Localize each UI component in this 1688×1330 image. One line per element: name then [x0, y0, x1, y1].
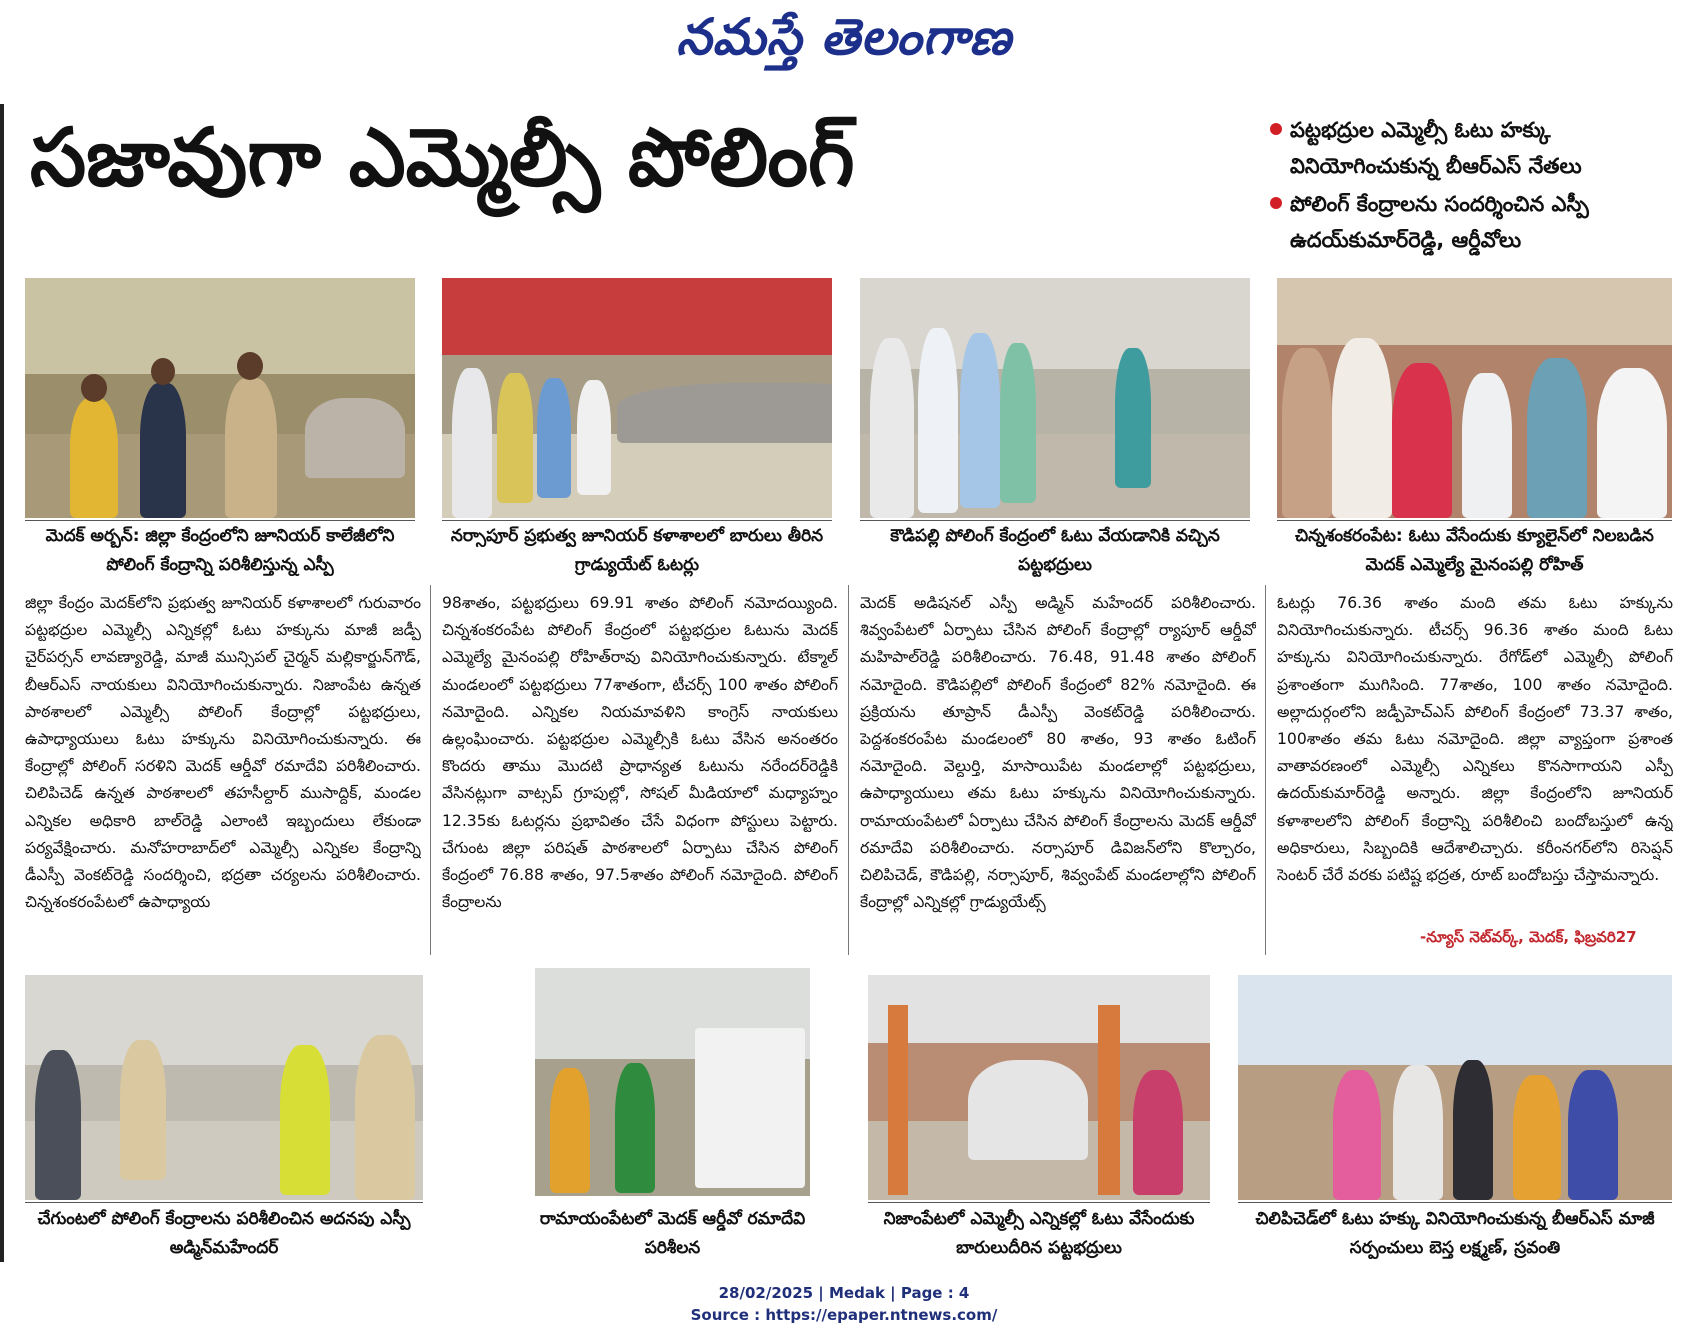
article-column-4: ఓటర్లు 76.36 శాతం మంది తమ ఓటు హక్కును వినియోగించుకున్నారు. టీచర్స్ 96.36 శాతం మంది ఓటు హక్కును వినియోగించుకున్నారు. రేగోడ్‌లో ఎమ్మెల్సీ పోలింగ్ ప్రశాంతంగా ముగిసింది. 77శాతం, 100 శాతం నమోదైంది. అల్లాదుర్గంలోని జడ్పీహెచ్ఎస్ పోలింగ్ కేంద్రంలో 73.37 శాతం, 100శాతం తమ ఓటు నమోదైంది. జిల్లా వ్యాప్తంగా ప్రశాంత వాతావరణంలో ఎమ్మెల్సీ ఎన్నికలు కొనసాగాయని ఎస్పీ ఉదయ్‌కుమార్‌రెడ్డి అన్నారు. జిల్లా కేంద్రంలోని జూనియర్ కళాశాలలోని పోలింగ్ కేంద్రాన్ని పరిశీలించి బందోబస్తులో ఉన్న అధికారులు, సిబ్బందికి ఆదేశాలిచ్చారు. కరీంనగర్‌లోని రిసెప్షన్ సెంటర్ చేరే వరకు పటిష్ట భద్రత, రూట్ బందోబస్తు చేస్తామన్నారు.: [1277, 594, 1673, 885]
column-divider: [430, 585, 431, 955]
photo-narsapur-queue: [442, 278, 832, 518]
photo-chilipched-voters: [1238, 975, 1672, 1200]
photo-caption: నర్సాపూర్ ప్రభుత్వ జూనియర్ కళాశాలలో బారులు తీరిన గ్రాడ్యుయేట్ ఓటర్లు: [450, 526, 824, 575]
headline: సజావుగా ఎమ్మెల్సీ పోలింగ్: [30, 111, 855, 204]
photo-caption: మెదక్ అర్బన్: జిల్లా కేంద్రంలోని జూనియర్ కాలేజీలోని పోలింగ్ కేంద్రాన్ని పరిశీలిస్తున్న ఎస్పీ: [45, 526, 395, 575]
masthead: నమస్తే తెలంగాణ: [676, 8, 1012, 66]
photo-caption: నిజాంపేటలో ఎమ్మెల్సీ ఎన్నికల్లో ఓటు వేసేందుకు బారులుదీరిన పట్టభద్రులు: [883, 1209, 1195, 1258]
photo-caption: చిన్నశంకరంపేట: ఓటు వేసేందుకు క్యూలైన్‌లో నిలబడిన మెదక్ ఎమ్మెల్యే మైనంపల్లి రోహిత్: [1295, 526, 1654, 575]
footer-source-line: Source : https://epaper.ntnews.com/: [690, 1306, 998, 1324]
bullet-item: [1268, 186, 1678, 258]
highlight-bullets: [1268, 112, 1678, 260]
byline-credit: -న్యూస్ నెట్‌వర్క్, మెదక్, ఫిబ్రవరి27: [1420, 928, 1637, 946]
photo-caption: చేగుంటలో పోలింగ్ కేంద్రాలను పరిశీలించిన అదనపు ఎస్పీ అడ్మిన్‌మహేందర్: [37, 1209, 411, 1258]
bullet-text: పట్టభద్రుల ఎమ్మెల్సీ ఓటు హక్కు వినియోగించుకున్న బీఆర్ఎస్ నేతలు: [1290, 118, 1582, 178]
photo-chegunta-inspection: [25, 975, 423, 1200]
bullet-item: [1268, 112, 1678, 184]
caption-rule: [25, 520, 415, 521]
article-column-3: మెదక్ అడిషనల్ ఎస్పీ అడ్మిన్ మహేందర్ పరిశీలించారు. శివ్వంపేటలో ఏర్పాటు చేసిన పోలింగ్ కేంద్రాల్లో ర్యాపూర్ ఆర్డీవో మహిపాల్‌రెడ్డి పరిశీలించారు. 76.48, 91.48 శాతం పోలింగ్ నమోదైంది. కౌడిపల్లిలో పోలింగ్ కేంద్రంలో 82% నమోదైంది. ఈ ప్రక్రియను తూప్రాన్ డీఎస్పీ వెంకట్‌రెడ్డి పరిశీలించారు. పెద్దశంకరంపేట మండలంలో 80 శాతం, 93 శాతం ఓటింగ్ నమోదైంది. వెల్దుర్తి, మాసాయిపేట మండలాల్లో పట్టభద్రులు, ఉపాధ్యాయులు తమ ఓటు హక్కును వినియోగించుకున్నారు. రామాయంపేటలో ఏర్పాటు చేసిన పోలింగ్ కేంద్రాలను మెదక్ ఆర్డీవో రమాదేవి పరిశీలించారు. నర్సాపూర్ డివిజన్‌లోని కొల్చారం, చిలిపిచెడ్, కౌడిపల్లి, నర్సాపూర్, శివ్వంపేట్ మండలాల్లోని పోలింగ్ కేంద్రాల్లో ఎన్నికల్లో గ్రాడ్యుయేట్స్: [860, 594, 1256, 912]
caption-rule: [1238, 1202, 1672, 1203]
photo-kowdipally-voters: [860, 278, 1250, 518]
photo-medak-urban: [25, 278, 415, 518]
photo-chinnashankarampet-queue: [1277, 278, 1672, 518]
caption-rule: [860, 520, 1250, 521]
bullet-dot-icon: [1270, 123, 1282, 135]
article-column-1: జిల్లా కేంద్రం మెదక్‌లోని ప్రభుత్వ జూనియర్ కళాశాలలో గురువారం పట్టభద్రుల ఎమ్మెల్సీ ఎన్నికల్లో ఓటు హక్కును మాజీ జడ్పీ చైర్‌పర్సన్ లావణ్యారెడ్డి, మాజీ మున్సిపల్ చైర్మన్ మల్లికార్జున్‌గౌడ్, బీఆర్ఎస్ నాయకులు వినియోగించుకున్నారు. నిజాంపేట ఉన్నత పాఠశాలలో ఎమ్మెల్సీ పోలింగ్ కేంద్రాల్లో పట్టభద్రులు, ఉపాధ్యాయులు ఓటు హక్కును వినియోగించుకున్నారు. ఈ కేంద్రాల్లో పోలింగ్ సరళిని మెదక్ ఆర్డీవో రమాదేవి పరిశీలించారు. చిలిపిచెడ్ ఉన్నత పాఠశాలలో తహసీల్దార్ ముసాద్దిక్, మండల ఎన్నికల అధికారి బాల్‌రెడ్డి ఎలాంటి ఇబ్బందులు లేకుండా పర్యవేక్షించారు. మనోహరాబాద్‌లో ఎమ్మెల్సీ ఎన్నికల కేంద్రాన్ని డీఎస్పీ వెంకట్‌రెడ్డి సందర్శించి, భద్రతా చర్యలను పరిశీలించారు. చిన్నశంకరంపేటలో ఉపాధ్యాయ: [25, 594, 421, 912]
caption-rule: [1277, 520, 1672, 521]
photo-ramayampet: [535, 968, 810, 1196]
bullet-dot-icon: [1270, 197, 1282, 209]
photo-caption: రామాయంపేటలో మెదక్ ఆర్డీవో రమాదేవి పరిశీలన: [539, 1209, 806, 1258]
bullet-text: పోలింగ్ కేంద్రాలను సందర్శించిన ఎస్పీ ఉదయ్‌కుమార్‌రెడ్డి, ఆర్డీవోలు: [1290, 192, 1589, 252]
left-border: [0, 104, 4, 1262]
column-divider: [848, 585, 849, 955]
photo-caption: కౌడిపల్లి పోలింగ్ కేంద్రంలో ఓటు వేయడానికి వచ్చిన పట్టభద్రులు: [890, 526, 1220, 575]
photo-caption: చిలిపిచెడ్‌లో ఓటు హక్కు వినియోగించుకున్న బీఆర్ఎస్ మాజీ సర్పంచులు బెస్త లక్ష్మణ్, స్రవంతి: [1255, 1209, 1655, 1258]
photo-nizampet-queue: [868, 975, 1210, 1200]
article-column-2: 98శాతం, పట్టభద్రులు 69.91 శాతం పోలింగ్ నమోదయ్యింది. చిన్నశంకరంపేట పోలింగ్ కేంద్రంలో పట్టభద్రుల ఓటును మెదక్ ఎమ్మెల్యే మైనంపల్లి రోహిత్‌రావు వినియోగించుకున్నారు. టేక్మాల్ మండలంలో పట్టభద్రులు 77శాతంగా, టీచర్స్ 100 శాతం పోలింగ్ నమోదైంది. ఎన్నికల నియమావళిని కాంగ్రెస్ నాయకులు ఉల్లంఘించారు. పట్టభద్రుల ఎమ్మెల్సీకి ఓటు వేసిన అనంతరం కొందరు తాము మొదటి ప్రాధాన్యత ఓటును నరేందర్‌రెడ్డికి వేసినట్లుగా వాట్సప్ గ్రూపుల్లో, సోషల్ మీడియాలో మధ్యాహ్నం 12.35కు ఓటర్లను ప్రభావితం చేసే విధంగా పోస్టులు పెట్టారు. చేగుంట జిల్లా పరిషత్ పాఠశాలలో ఏర్పాటు చేసిన పోలింగ్ కేంద్రంలో 76.88 శాతం, 97.5శాతం పోలింగ్ నమోదైంది. పోలింగ్ కేంద్రాలను: [442, 594, 838, 912]
caption-rule: [25, 1202, 423, 1203]
column-divider: [1265, 585, 1266, 955]
caption-rule: [868, 1202, 1210, 1203]
footer-date-line: 28/02/2025 | Medak | Page : 4: [718, 1284, 970, 1302]
caption-rule: [442, 520, 832, 521]
